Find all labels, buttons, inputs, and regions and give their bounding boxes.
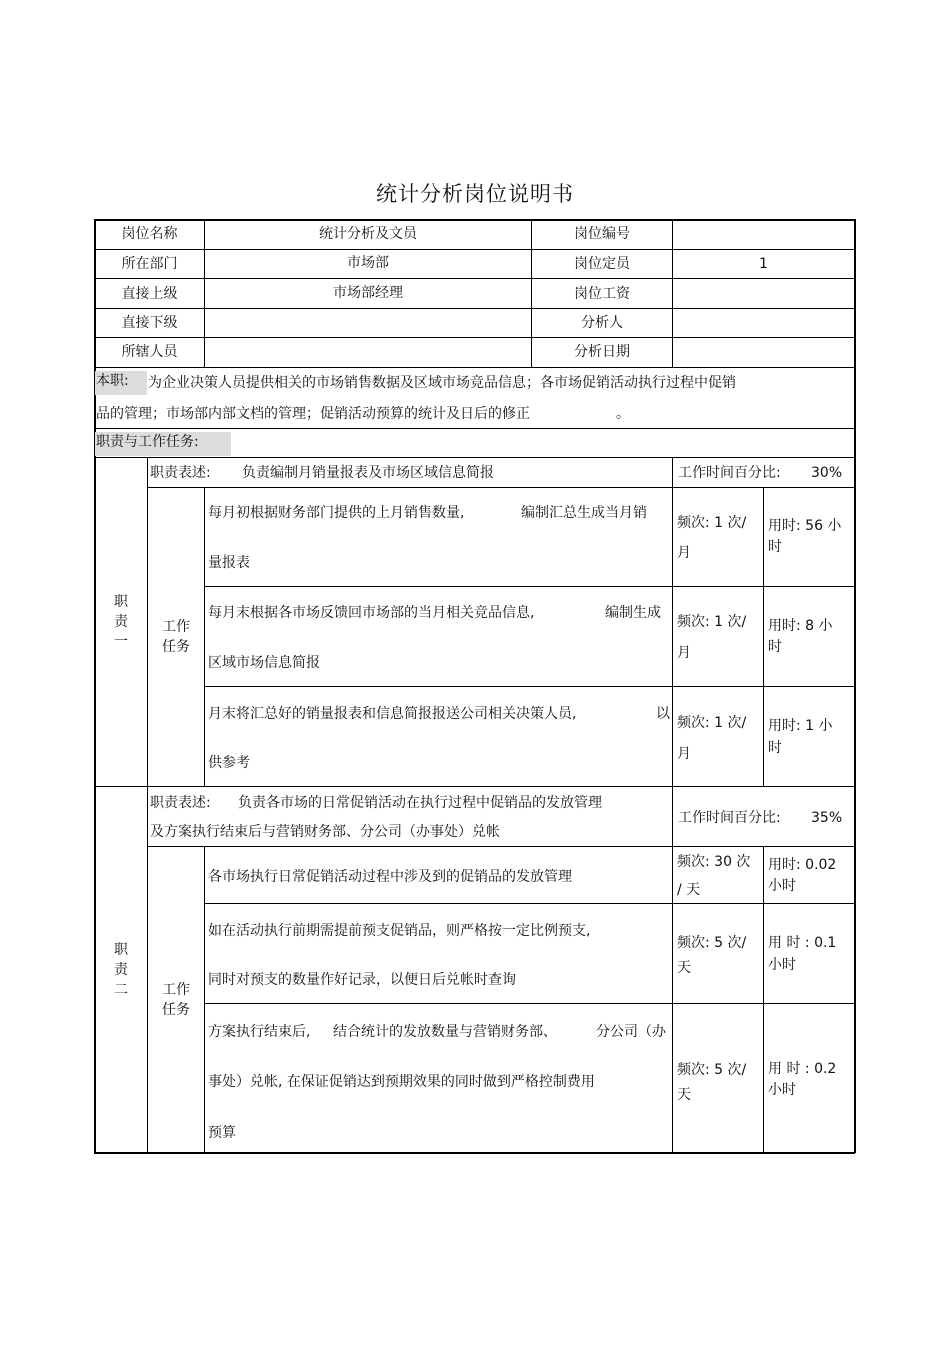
- duty2-task1-freq-unit: / 天: [677, 882, 701, 898]
- duty1-task3-freq: 频次: 1 次/: [677, 715, 747, 731]
- duty1-task3-time-unit: 时: [768, 740, 782, 756]
- salary-label: 岗位工资: [574, 286, 630, 302]
- duty1-task3-freq-unit: 月: [677, 746, 691, 762]
- duty1-task3-line1b: 以: [656, 706, 670, 722]
- duty1-percent-label: 工作时间百分比:: [678, 465, 781, 481]
- duty2-task3-freq-unit: 天: [677, 1087, 691, 1103]
- duty1-task1-time: 用时: 56 小: [768, 518, 842, 534]
- duty2-task3-line3: 预算: [208, 1125, 236, 1141]
- duty1-task2-line2: 区域市场信息简报: [208, 655, 320, 671]
- duty1-label-char: 一: [114, 634, 128, 650]
- duty1-task2-freq: 频次: 1 次/: [677, 614, 747, 630]
- duty1-task1-time-unit: 时: [768, 539, 782, 555]
- duty2-desc-line2: 及方案执行结束后与营销财务部、分公司（办事处）兑帐: [150, 824, 500, 840]
- superior-value: 市场部经理: [333, 285, 403, 301]
- duty1-label-char: 责: [114, 614, 128, 630]
- duty2-desc-label: 职责表述:: [150, 795, 211, 811]
- duty1-label: [95, 592, 147, 652]
- duty2-task2-freq-unit: 天: [677, 960, 691, 976]
- department-label: 所在部门: [121, 256, 178, 272]
- analysis-date-label: 分析日期: [574, 344, 630, 360]
- position-name-value: 统计分析及文员: [319, 226, 417, 242]
- duty1-task3-time: 用时: 1 小: [768, 718, 833, 734]
- duty1-task2-freq-unit: 月: [677, 645, 691, 661]
- subordinate-label: 直接下级: [121, 315, 178, 331]
- duty1-percent: 30%: [811, 465, 843, 481]
- duty1-task1-freq-unit: 月: [677, 545, 691, 561]
- duty2-task3-line1c: 分公司（办: [596, 1024, 666, 1040]
- analyst-label: 分析人: [581, 315, 623, 331]
- staff-label: 所辖人员: [121, 344, 178, 360]
- duty2-percent-label: 工作时间百分比:: [678, 810, 781, 826]
- duty2-task1-freq: 频次: 30 次: [677, 854, 751, 870]
- duty2-task2-time: 用 时 : 0.1: [768, 935, 837, 951]
- task-label-line: 工作: [162, 982, 190, 998]
- duty-label: 本职:: [95, 371, 147, 395]
- task-label-line: 任务: [162, 639, 190, 655]
- duty-text-line2: 品的管理；市场部内部文档的管理；促销活动预算的统计及日后的修正: [96, 406, 530, 422]
- duty1-task2-time-unit: 时: [768, 639, 782, 655]
- headcount-label: 岗位定员: [574, 256, 630, 272]
- duty1-task1-line1a: 每月初根据财务部门提供的上月销售数量,: [208, 505, 465, 521]
- page-title: 统计分析岗位说明书: [376, 182, 574, 206]
- duty2-task2-line1: 如在活动执行前期需提前预支促销品，则严格按一定比例预支,: [208, 923, 591, 939]
- duty2-label: [95, 940, 147, 1000]
- department-value: 市场部: [347, 255, 389, 271]
- duty2-task3-time: 用 时 : 0.2: [768, 1061, 837, 1077]
- duty1-task-label: [148, 617, 204, 657]
- duty2-task-label: [148, 980, 204, 1020]
- position-name-label: 岗位名称: [121, 226, 178, 242]
- duty1-task3-line1a: 月末将汇总好的销量报表和信息简报报送公司相关决策人员,: [208, 706, 577, 722]
- duty2-task1-line1: 各市场执行日常促销活动过程中涉及到的促销品的发放管理: [208, 869, 572, 885]
- tasks-header: 职责与工作任务:: [95, 432, 231, 456]
- superior-label: 直接上级: [121, 286, 178, 302]
- duty1-task2-time: 用时: 8 小: [768, 618, 833, 634]
- duty2-task1-time-unit: 小时: [768, 878, 796, 894]
- duty1-label-char: 职: [114, 594, 128, 610]
- duty1-task1-line1b: 编制汇总生成当月销: [521, 505, 647, 521]
- duty2-task2-time-unit: 小时: [768, 957, 796, 973]
- duty2-task3-line2: 事处）兑帐, 在保证促销达到预期效果的同时做到严格控制费用: [208, 1074, 595, 1090]
- duty2-label-char: 职: [114, 942, 128, 958]
- duty2-label-char: 二: [114, 982, 128, 998]
- duty-text-line1: 为企业决策人员提供相关的市场销售数据及区域市场竞品信息；各市场促销活动执行过程中促销: [148, 375, 736, 391]
- duty2-task3-time-unit: 小时: [768, 1082, 796, 1098]
- position-no-label: 岗位编号: [574, 226, 630, 242]
- duty2-task2-line2: 同时对预支的数量作好记录，以便日后兑帐时查询: [208, 972, 516, 988]
- duty1-task2-line1a: 每月末根据各市场反馈回市场部的当月相关竞品信息,: [208, 605, 535, 621]
- duty2-label-char: 责: [114, 962, 128, 978]
- duty2-task1-time: 用时: 0.02: [768, 857, 837, 873]
- task-label-line: 任务: [162, 1002, 190, 1018]
- duty2-task3-freq: 频次: 5 次/: [677, 1062, 747, 1078]
- task-label-line: 工作: [162, 619, 190, 635]
- duty1-task1-line2: 量报表: [208, 555, 250, 571]
- duty2-percent: 35%: [811, 810, 843, 826]
- headcount-value: 1: [759, 256, 768, 272]
- duty2-task2-freq: 频次: 5 次/: [677, 935, 747, 951]
- duty1-task1-freq: 频次: 1 次/: [677, 515, 747, 531]
- duty1-desc-label: 职责表述:: [150, 465, 211, 481]
- duty1-task3-line2: 供参考: [208, 755, 250, 771]
- duty2-task3-line1b: 结合统计的发放数量与营销财务部、: [333, 1024, 557, 1040]
- duty1-desc: 负责编制月销量报表及市场区域信息简报: [242, 465, 494, 481]
- duty1-task2-line1b: 编制生成: [605, 605, 661, 621]
- duty2-task3-line1a: 方案执行结束后,: [208, 1024, 311, 1040]
- duty2-desc-line1: 负责各市场的日常促销活动在执行过程中促销品的发放管理: [238, 795, 602, 811]
- duty-text-end: 。: [616, 406, 630, 422]
